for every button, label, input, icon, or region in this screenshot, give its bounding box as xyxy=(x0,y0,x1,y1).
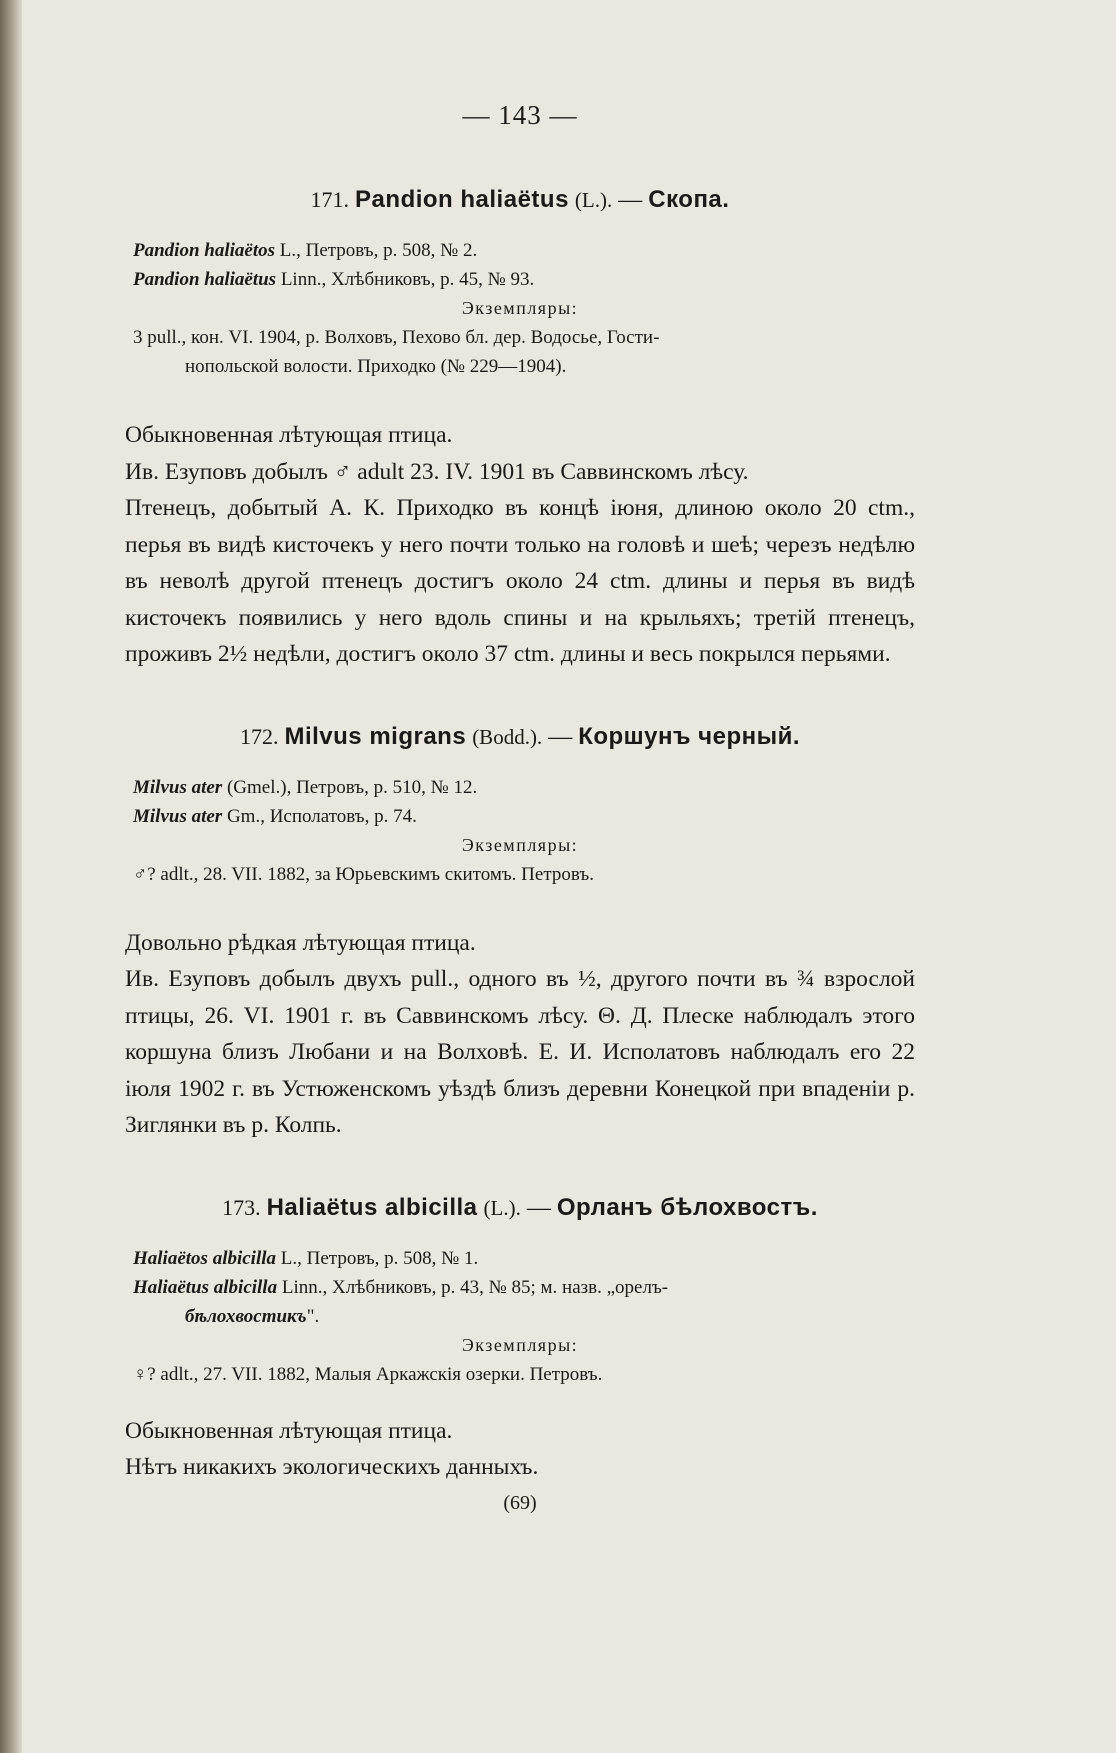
title-dash: — xyxy=(548,723,573,750)
body-paragraph: Обыкновенная лѣтующая птица. xyxy=(125,422,453,448)
species-title xyxy=(125,186,915,214)
specimen-record: 3 pull., кон. VI. 1904, р. Волховъ, Пехово бл. дер. Водосье, Гости- xyxy=(133,327,660,348)
literature-reference xyxy=(125,802,915,831)
page-content xyxy=(125,100,915,1515)
reference-detail: L., Петровъ, p. 508, № 1. xyxy=(276,1247,479,1269)
literature-reference xyxy=(125,265,915,294)
species-latin-name: Milvus migrans xyxy=(284,722,467,750)
body-paragraph: Довольно рѣдкая лѣтующая птица. xyxy=(125,929,476,956)
species-author: (L.). xyxy=(483,1195,521,1220)
species-title xyxy=(125,723,915,751)
title-dash: — xyxy=(618,187,643,213)
literature-reference xyxy=(125,1273,915,1302)
reference-taxon: Pandion haliaëtus xyxy=(133,269,277,290)
literature-reference xyxy=(125,236,915,265)
reference-detail: Gm., Исполатовъ, p. 74. xyxy=(222,805,417,827)
species-entry-173 xyxy=(125,1194,915,1486)
reference-taxon: бѣлохвостикъ xyxy=(185,1305,307,1327)
species-entry-171 xyxy=(125,186,915,673)
species-common-name: Коршунъ черный. xyxy=(578,722,801,750)
reference-taxon: Pandion haliaëtos xyxy=(133,240,275,261)
book-spine-shadow xyxy=(0,0,22,1753)
species-number: 172. xyxy=(239,723,279,749)
literature-reference xyxy=(125,1244,915,1273)
reference-detail: ". xyxy=(306,1305,320,1327)
literature-reference-continued xyxy=(125,1302,915,1331)
reference-taxon: Haliaëtos albicilla xyxy=(133,1247,277,1269)
body-paragraph: Ив. Езуповъ добылъ ♂ adult 23. IV. 1901 въ Саввинскомъ лѣсу. xyxy=(125,458,749,485)
specimen-record-continued: нопольской волости. Приходко (№ 229—1904). xyxy=(185,356,567,377)
body-paragraph: Нѣтъ никакихъ экологическихъ данныхъ. xyxy=(125,1454,539,1480)
literature-reference xyxy=(125,773,915,802)
species-common-name: Скопа. xyxy=(648,186,730,213)
printer-signature-mark: (69) xyxy=(503,1491,537,1514)
specimens-label: Экземпляры: xyxy=(461,834,579,855)
reference-detail: (Gmel.), Петровъ, p. 510, № 12. xyxy=(222,776,478,798)
reference-detail: Linn., Хлѣбниковъ, p. 45, № 93. xyxy=(276,269,535,290)
title-dash: — xyxy=(526,1194,551,1221)
body-paragraph: Птенецъ, добытый А. К. Приходко въ концѣ іюня, длиною около 20 ctm., перья въ видѣ кисточекъ у него почти только на головѣ и шеѣ; черезъ недѣлю въ неволѣ другой птенецъ достигъ около 24 ctm. длины и перья въ видѣ кисточекъ появились у него вдоль спины и на крыльяхъ; третій птенецъ, проживъ 2½ недѣли, достигъ около 37 ctm. длины и весь покрылся перьями. xyxy=(125,495,915,667)
reference-detail: Linn., Хлѣбниковъ, p. 43, № 85; м. назв. „орелъ- xyxy=(277,1276,669,1298)
reference-taxon: Haliaëtus albicilla xyxy=(133,1276,278,1298)
species-latin-name: Pandion haliaëtus xyxy=(355,186,569,213)
reference-detail: L., Петровъ, p. 508, № 2. xyxy=(275,240,478,261)
species-latin-name: Haliaëtus albicilla xyxy=(266,1193,478,1221)
body-paragraph: Обыкновенная лѣтующая птица. xyxy=(125,1417,453,1444)
reference-taxon: Milvus ater xyxy=(133,805,223,827)
species-entry-172 xyxy=(125,723,915,1144)
specimen-record: ♀? adlt., 27. VII. 1882, Малыя Аркажскія озерки. Петровъ. xyxy=(133,1363,603,1385)
body-paragraph: Ив. Езуповъ добылъ двухъ pull., одного въ ½, другого почти въ ¾ взрослой птицы, 26. VI. 1901 г. въ Саввинскомъ лѣсу. Θ. Д. Плеске наблюдалъ этого коршуна близъ Любани и на Волховѣ. Е. И. Исполатовъ наблюдалъ его 22 іюля 1902 г. въ Устюженскомъ уѣздѣ близъ деревни Конецкой при впаденіи р. Зиглянки въ р. Колпь. xyxy=(125,966,915,1138)
specimens-label: Экземпляры: xyxy=(461,1334,579,1355)
species-number: 171. xyxy=(310,187,350,212)
specimens-label: Экземпляры: xyxy=(461,298,579,318)
reference-taxon: Milvus ater xyxy=(133,776,223,798)
species-author: (L.). xyxy=(574,188,613,212)
specimen-record: ♂? adlt., 28. VII. 1882, за Юрьевскимъ скитомъ. Петровъ. xyxy=(133,863,594,885)
species-common-name: Орланъ бѣлохвостъ. xyxy=(556,1193,818,1221)
page-number: — 143 — xyxy=(462,100,578,130)
species-title xyxy=(125,1194,915,1222)
species-author: (Bodd.). xyxy=(472,724,543,749)
species-number: 173. xyxy=(222,1194,261,1220)
